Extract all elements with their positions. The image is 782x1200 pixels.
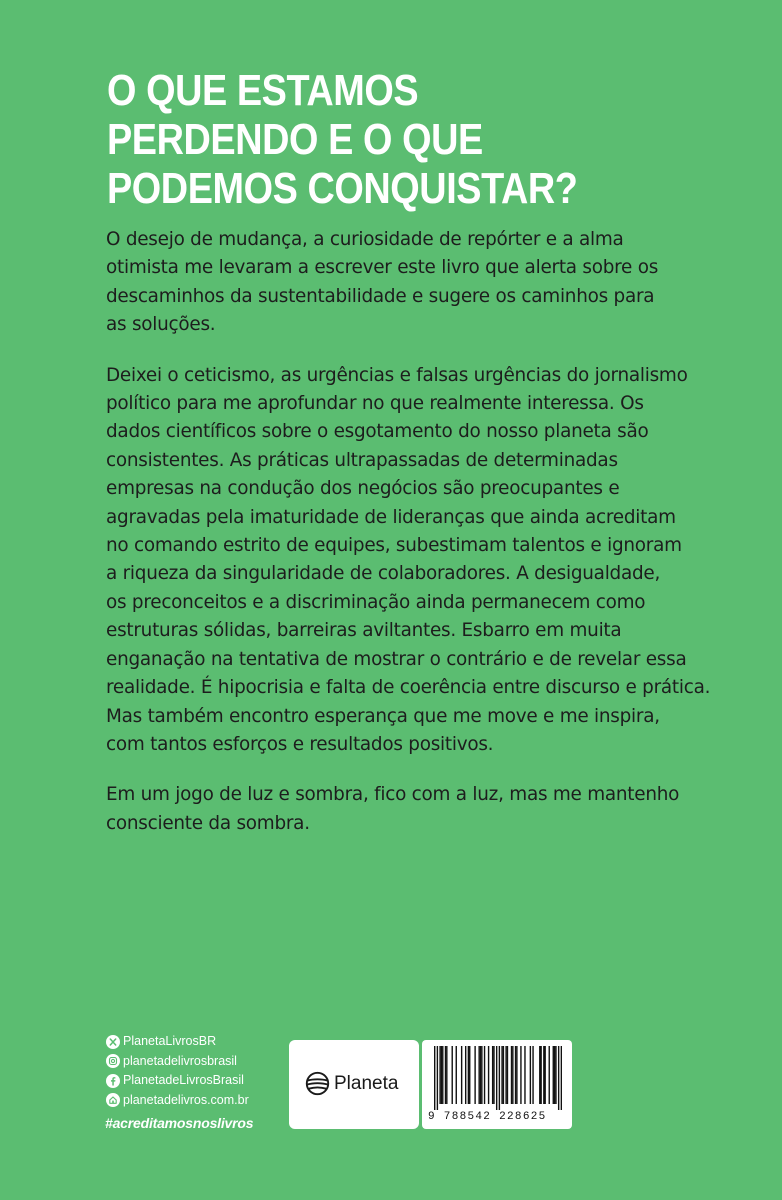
barcode-bar	[544, 1046, 545, 1104]
barcode-bar	[484, 1046, 485, 1104]
barcode-bar	[439, 1046, 440, 1104]
barcode-bar	[516, 1046, 517, 1104]
text-line: descaminhos da sustentabilidade e sugere os caminhos para	[106, 285, 655, 307]
barcode-bar	[555, 1046, 556, 1104]
barcode-bar	[507, 1046, 508, 1104]
barcode-bar	[543, 1046, 544, 1104]
barcode-box	[422, 1040, 572, 1129]
facebook-icon	[106, 1074, 120, 1088]
barcode-bar	[461, 1046, 462, 1104]
text-line: Mas também encontro esperança que me move e me inspira,	[106, 705, 660, 727]
social-facebook-handle: PlanetadeLivrosBrasil	[123, 1073, 244, 1087]
text-line: as soluções.	[106, 314, 216, 336]
text-line: Deixei o ceticismo, as urgências e falsas urgências do jornalismo	[106, 364, 688, 386]
title-line: PERDENDO E O QUE	[107, 115, 483, 164]
barcode-bar	[488, 1046, 489, 1104]
text-line: realidade. É hipocrisia e falta de coerência entre discurso e prática.	[106, 677, 711, 699]
barcode-bar	[478, 1046, 479, 1104]
barcode-bar	[524, 1046, 525, 1104]
barcode-bar	[499, 1046, 500, 1110]
text-line: estruturas sólidas, barreiras aviltantes. Esbarro em muita	[106, 620, 622, 642]
social-x-handle: PlanetaLivrosBR	[123, 1034, 217, 1048]
barcode-bar	[437, 1046, 438, 1110]
barcode-bar	[512, 1046, 513, 1104]
barcode-bar	[515, 1046, 516, 1104]
barcode-bar	[561, 1046, 562, 1110]
synopsis-paragraph-2	[106, 362, 726, 760]
synopsis-paragraph-1	[106, 226, 726, 340]
social-website-url: planetadelivros.com.br	[123, 1092, 249, 1107]
barcode-bar	[520, 1046, 521, 1104]
barcode-bar	[452, 1046, 453, 1104]
planeta-globe-icon	[305, 1071, 330, 1096]
x-icon	[106, 1035, 120, 1049]
back-cover-title	[107, 66, 623, 213]
text-line: enganação na tentativa de mostrar o contrário e de revelar essa	[106, 648, 687, 670]
text-line: dados científicos sobre o esgotamento do nosso planeta são	[106, 421, 649, 443]
text-line: os preconceitos e a discriminação ainda permanecem como	[106, 591, 646, 613]
barcode-bar	[505, 1046, 506, 1104]
text-line: consciente da sombra.	[106, 812, 310, 834]
barcode-bar	[540, 1046, 541, 1104]
barcode-bar	[434, 1046, 435, 1110]
barcode-bar	[553, 1046, 554, 1104]
barcode-bar	[501, 1046, 502, 1104]
isbn-barcode	[434, 1046, 562, 1110]
title-line: PODEMOS CONQUISTAR?	[107, 164, 578, 213]
barcode-bar	[456, 1046, 457, 1104]
instagram-icon	[106, 1054, 120, 1068]
barcode-bar	[493, 1046, 494, 1104]
barcode-bar	[532, 1046, 533, 1104]
barcode-bar	[503, 1046, 504, 1104]
publisher-logo-box	[289, 1040, 419, 1129]
text-line: com tantos esforços e resultados positivos.	[106, 733, 494, 755]
barcode-bar	[469, 1046, 470, 1104]
text-line: O desejo de mudança, a curiosidade de repórter e a alma	[106, 229, 624, 250]
synopsis	[106, 226, 726, 860]
web-icon	[106, 1093, 120, 1107]
barcode-bar	[496, 1046, 497, 1110]
barcode-bar	[492, 1046, 493, 1104]
text-line: a riqueza da singularidade de colaboradores. A desigualdade,	[106, 563, 661, 585]
barcode-bar	[446, 1046, 447, 1104]
social-links	[106, 1032, 249, 1110]
social-instagram[interactable]	[106, 1052, 249, 1072]
isbn-number: 9 788542 228625	[428, 1111, 547, 1123]
text-line: Em um jogo de luz e sombra, fico com a luz, mas me mantenho	[106, 784, 680, 806]
text-line: empresas na condução dos negócios são preocupantes e	[106, 478, 620, 500]
social-facebook[interactable]	[106, 1071, 249, 1091]
publisher-name: Planeta	[334, 1072, 399, 1094]
text-line: no comando estrito de equipes, subestimam talentos e ignoram	[106, 535, 682, 557]
barcode-bar	[480, 1046, 481, 1104]
text-line: agravadas pela imaturidade de lideranças que ainda acreditam	[106, 506, 676, 528]
text-line: político para me aprofundar no que realmente interessa. Os	[106, 393, 644, 415]
barcode-bar	[549, 1046, 550, 1104]
publisher-logo	[305, 1071, 398, 1096]
social-x[interactable]	[106, 1032, 249, 1052]
text-line: otimista me levaram a escrever este livro que alerta sobre os	[106, 257, 659, 279]
synopsis-paragraph-3	[106, 781, 726, 838]
barcode-bar	[558, 1046, 559, 1110]
hashtag: #acreditamosnoslivros	[105, 1115, 254, 1131]
barcode-bar	[474, 1046, 475, 1104]
barcode-bar	[530, 1046, 531, 1104]
social-website[interactable]	[106, 1091, 249, 1111]
social-instagram-handle: planetadelivrosbrasil	[123, 1053, 237, 1068]
text-line: consistentes. As práticas ultrapassadas de determinadas	[106, 449, 618, 471]
barcode-bar	[539, 1046, 540, 1104]
barcode-bar	[468, 1046, 469, 1104]
barcode-bar	[481, 1046, 482, 1104]
barcode-bar	[441, 1046, 442, 1104]
barcode-bar	[465, 1046, 466, 1104]
barcode-bar	[442, 1046, 443, 1104]
barcode-bar	[511, 1046, 512, 1104]
barcode-bar	[445, 1046, 446, 1104]
barcode-bar	[554, 1046, 555, 1104]
title-line: O QUE ESTAMOS	[107, 66, 419, 115]
